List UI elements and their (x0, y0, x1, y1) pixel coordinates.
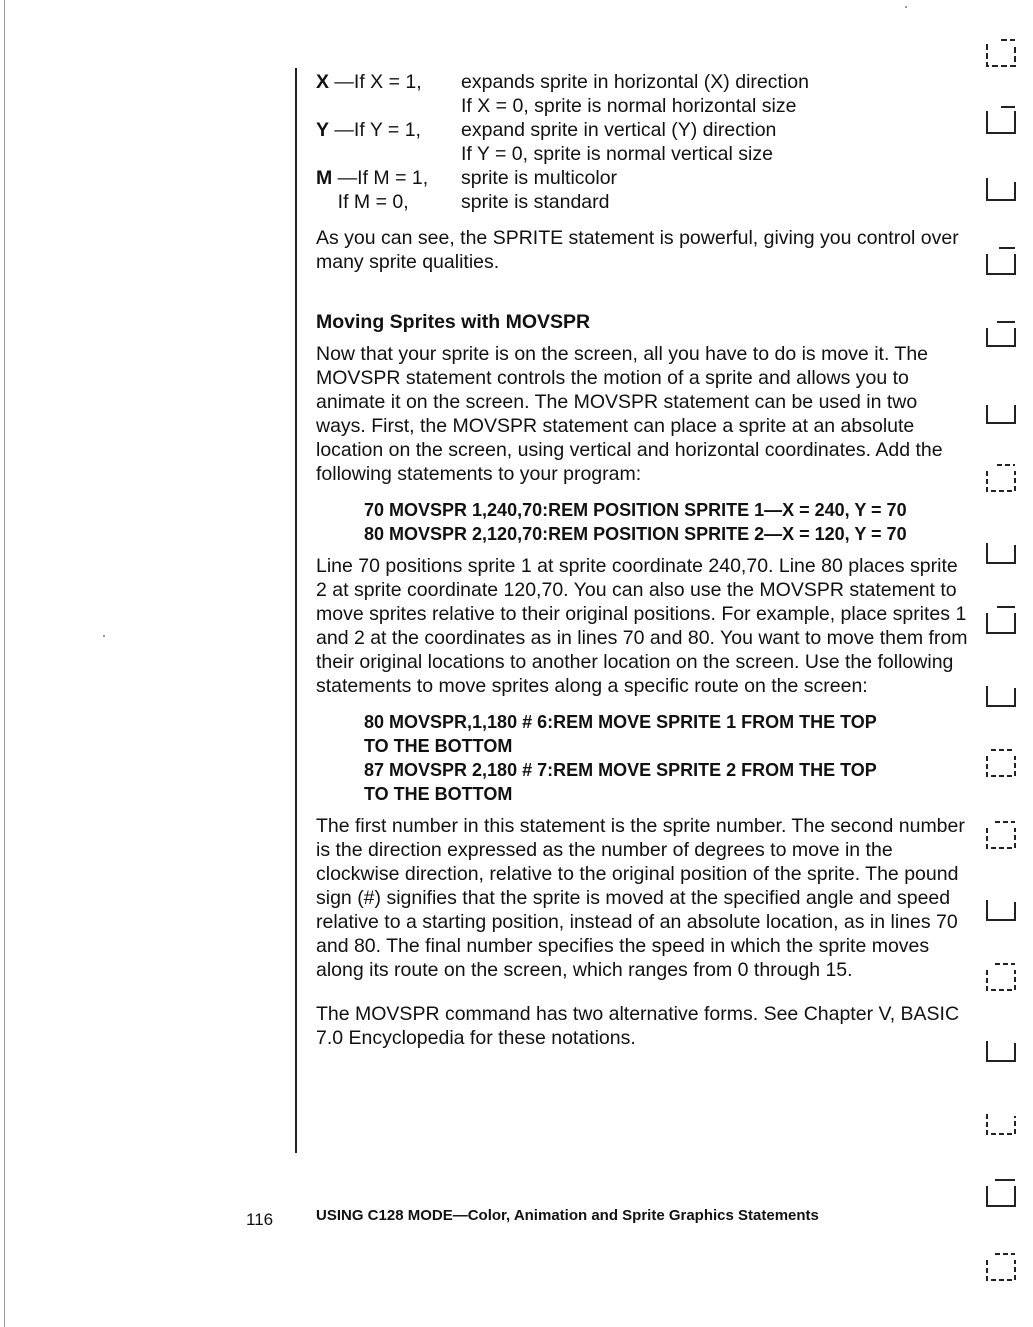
body-paragraph: The MOVSPR command has two alternative forms. See Chapter V, BASIC 7.0 Encyclopedia for these notations. (316, 1003, 960, 1049)
definition-desc: If X = 0, sprite is normal horizontal size (461, 95, 797, 117)
binding-hole-mark (985, 246, 1017, 278)
binding-hole-mark (985, 748, 1017, 780)
definition-row (316, 94, 971, 118)
definition-row (316, 190, 971, 214)
definition-key (316, 142, 461, 166)
definition-row (316, 142, 971, 166)
binding-hole-mark (985, 820, 1017, 852)
code-block (364, 498, 971, 546)
scan-speck (103, 635, 105, 637)
definition-desc: sprite is standard (461, 191, 610, 213)
binding-hole-mark (985, 535, 1017, 567)
binding-hole-mark (985, 1033, 1017, 1065)
definition-row (316, 70, 971, 94)
binding-hole-mark (985, 38, 1017, 70)
definition-row (316, 118, 971, 142)
code-line: 80 MOVSPR,1,180 # 6:REM MOVE SPRITE 1 FROM THE TOP (364, 712, 877, 732)
column-rule (295, 68, 297, 1153)
binding-hole-mark (985, 1106, 1017, 1138)
definition-key: Y —If Y = 1, (316, 119, 421, 141)
definition-key: If M = 0, (316, 191, 409, 213)
definition-key: X —If X = 1, (316, 71, 422, 93)
body-paragraph: The first number in this statement is the sprite number. The second number is the direction expressed as the number of degrees to move in the clockwise direction, relative to the original position of the sprite. The pound sign (#) signifies that the sprite is moved at the specified angle and speed relative to a starting position, instead of an absolute location, as in lines 70 and 80. The final number specifies the speed in which the sprite moves along its route on the screen, which ranges from 0 through 15. (316, 815, 965, 981)
binding-hole-mark (985, 463, 1017, 495)
binding-hole-mark (985, 320, 1017, 352)
definition-key: M —If M = 1, (316, 167, 429, 189)
definition-desc: sprite is multicolor (461, 167, 618, 189)
binding-hole-mark (985, 678, 1017, 710)
code-line: 87 MOVSPR 2,180 # 7:REM MOVE SPRITE 2 FROM THE TOP (364, 760, 877, 780)
definition-list (316, 70, 971, 214)
code-line: 70 MOVSPR 1,240,70:REM POSITION SPRITE 1—X = 240, Y = 70 (364, 500, 907, 520)
binding-hole-mark (985, 1252, 1017, 1284)
body-paragraph: Line 70 positions sprite 1 at sprite coordinate 240,70. Line 80 places sprite 2 at sprite coordinate 120,70. You can also use the MOVSPR statement to move sprites relative to their original positions. For example, place sprites 1 and 2 at the coordinates as in lines 70 and 80. You want to move them from their original locations to another location on the screen. Use the following statements to move sprites along a specific route on the screen: (316, 555, 968, 697)
binding-hole-mark (985, 1178, 1017, 1210)
binding-hole-mark (985, 892, 1017, 924)
body-paragraph: Now that your sprite is on the screen, all you have to do is move it. The MOVSPR statement controls the motion of a sprite and allows you to animate it on the screen. The MOVSPR statement can be used in two ways. First, the MOVSPR statement can place a sprite at an absolute location on the screen, using vertical and horizontal coordinates. Add the following statements to your program: (316, 343, 943, 485)
binding-hole-mark (985, 962, 1017, 994)
binding-hole-mark (985, 105, 1017, 137)
binding-hole-mark (985, 172, 1017, 204)
page-body (316, 70, 971, 1050)
section-heading: Moving Sprites with MOVSPR (316, 311, 591, 333)
binding-hole-mark (985, 605, 1017, 637)
binding-hole-mark (985, 395, 1017, 427)
definition-key (316, 94, 461, 118)
definition-row (316, 166, 971, 190)
intro-paragraph: As you can see, the SPRITE statement is powerful, giving you control over many sprite qualities. (316, 227, 959, 273)
code-block (364, 710, 971, 806)
page-number: 116 (246, 1210, 274, 1229)
definition-desc: expands sprite in horizontal (X) direction (461, 71, 809, 93)
code-line: TO THE BOTTOM (364, 784, 513, 804)
running-footer: USING C128 MODE—Color, Animation and Sprite Graphics Statements (316, 1207, 819, 1224)
code-line: TO THE BOTTOM (364, 736, 513, 756)
scan-left-edge (4, 0, 5, 1327)
code-line: 80 MOVSPR 2,120,70:REM POSITION SPRITE 2—X = 120, Y = 70 (364, 524, 907, 544)
definition-desc: If Y = 0, sprite is normal vertical size (461, 143, 773, 165)
definition-desc: expand sprite in vertical (Y) direction (461, 119, 777, 141)
scan-speck (905, 6, 907, 8)
